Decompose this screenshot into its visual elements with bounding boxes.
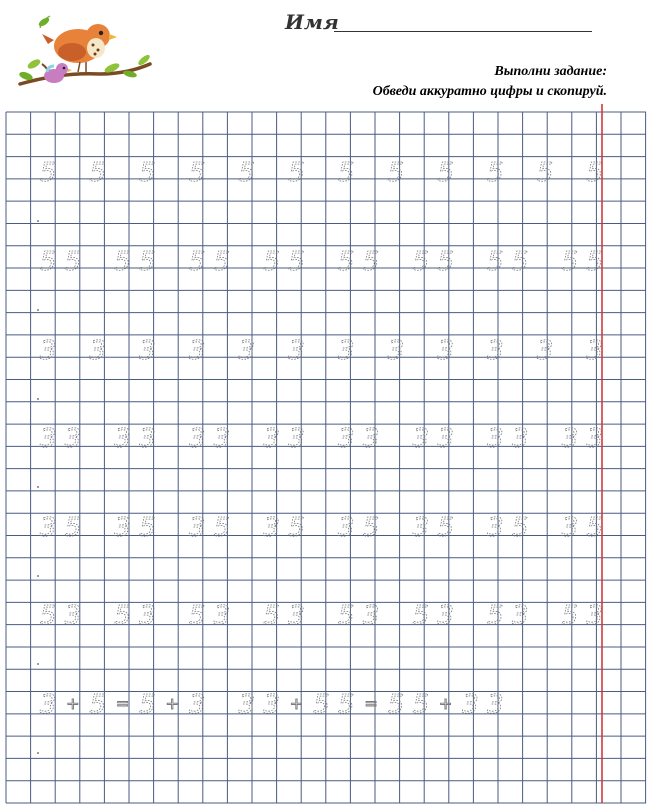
trace-digit[interactable]: 5	[362, 513, 380, 543]
trace-digit[interactable]: 3	[337, 424, 355, 454]
operator-symbol[interactable]: +	[66, 694, 80, 713]
trace-digit[interactable]: 3	[139, 601, 156, 631]
trace-digit[interactable]: 3	[561, 424, 579, 454]
trace-digit[interactable]: 3	[238, 690, 256, 720]
trace-digit[interactable]: 5	[188, 601, 206, 631]
trace-digit[interactable]: 3	[238, 336, 256, 366]
trace-digit[interactable]: 3	[263, 424, 280, 454]
trace-digit[interactable]: 5	[288, 513, 305, 543]
trace-digit[interactable]: 5	[487, 158, 504, 188]
trace-digit[interactable]: 5	[586, 513, 603, 543]
trace-digit[interactable]: 5	[139, 158, 156, 188]
trace-digit[interactable]: 5	[561, 601, 579, 631]
row-dot	[37, 220, 39, 222]
trace-digit[interactable]: 5	[114, 247, 131, 277]
trace-digit[interactable]: 3	[511, 424, 529, 454]
trace-digit[interactable]: 3	[437, 336, 454, 366]
trace-digit[interactable]: 5	[337, 247, 355, 277]
trace-digit[interactable]: 5	[89, 690, 106, 720]
trace-digit[interactable]: 5	[213, 247, 231, 277]
trace-digit[interactable]: 3	[337, 336, 355, 366]
trace-digit[interactable]: 5	[586, 247, 603, 277]
trace-digit[interactable]: 5	[337, 690, 355, 720]
trace-digit[interactable]: 3	[39, 424, 57, 454]
trace-digit[interactable]: 3	[188, 513, 206, 543]
trace-digit[interactable]: 5	[412, 247, 430, 277]
trace-digit[interactable]: 5	[263, 247, 280, 277]
trace-digit[interactable]: 5	[511, 513, 529, 543]
trace-digit[interactable]: 3	[586, 424, 603, 454]
row-dot	[37, 309, 39, 311]
trace-digit[interactable]: 3	[462, 690, 479, 720]
trace-digit[interactable]: 5	[412, 601, 430, 631]
trace-digit[interactable]: 5	[412, 690, 430, 720]
trace-digit[interactable]: 3	[263, 690, 280, 720]
trace-digit[interactable]: 5	[114, 601, 131, 631]
trace-digit[interactable]: 5	[188, 247, 206, 277]
trace-digit[interactable]: 5	[362, 247, 380, 277]
trace-digit[interactable]: 5	[39, 601, 57, 631]
trace-digit[interactable]: 3	[437, 424, 454, 454]
trace-digit[interactable]: 3	[213, 424, 231, 454]
trace-digit[interactable]: 5	[387, 690, 405, 720]
trace-digit[interactable]: 3	[412, 513, 430, 543]
trace-digit[interactable]: 3	[213, 601, 231, 631]
trace-digit[interactable]: 5	[139, 513, 156, 543]
trace-digit[interactable]: 5	[313, 690, 330, 720]
trace-digit[interactable]: 3	[487, 336, 504, 366]
trace-digit[interactable]: 3	[586, 336, 603, 366]
row-dot	[37, 398, 39, 400]
row-dot	[37, 486, 39, 488]
trace-digit[interactable]: 3	[288, 601, 305, 631]
trace-digit[interactable]: 3	[362, 424, 380, 454]
trace-digit[interactable]: 5	[437, 247, 454, 277]
trace-digit[interactable]: 5	[437, 158, 454, 188]
trace-digit[interactable]: 3	[586, 601, 603, 631]
trace-digit[interactable]: 3	[288, 336, 305, 366]
trace-digit[interactable]: 3	[89, 336, 106, 366]
trace-digit[interactable]: 5	[139, 690, 156, 720]
trace-digit[interactable]: 3	[536, 336, 554, 366]
trace-digit[interactable]: 5	[39, 247, 57, 277]
trace-digit[interactable]: 3	[64, 424, 82, 454]
trace-digit[interactable]: 3	[487, 513, 504, 543]
trace-digit[interactable]: 3	[263, 513, 280, 543]
trace-digit[interactable]: 5	[487, 247, 504, 277]
trace-digit[interactable]: 3	[114, 513, 131, 543]
operator-symbol[interactable]: +	[289, 694, 304, 713]
trace-digit[interactable]: 3	[188, 336, 206, 366]
row-dot	[37, 752, 39, 754]
trace-digit[interactable]: 5	[64, 247, 82, 277]
trace-digit[interactable]: 3	[288, 424, 305, 454]
trace-digit[interactable]: 5	[288, 247, 305, 277]
trace-digit[interactable]: 5	[89, 158, 106, 188]
trace-digit[interactable]: 3	[412, 424, 430, 454]
trace-digit[interactable]: 5	[39, 158, 57, 188]
operator-symbol[interactable]: =	[115, 694, 130, 713]
trace-digit[interactable]: 3	[511, 601, 529, 631]
trace-digit[interactable]: 3	[387, 336, 405, 366]
trace-digit[interactable]: 3	[39, 336, 57, 366]
trace-digit[interactable]: 3	[114, 424, 131, 454]
trace-digit[interactable]: 3	[561, 513, 579, 543]
trace-digit[interactable]: 5	[213, 513, 231, 543]
trace-digit[interactable]: 5	[337, 601, 355, 631]
trace-digit[interactable]: 5	[139, 247, 156, 277]
trace-digit[interactable]: 3	[188, 690, 206, 720]
trace-digit[interactable]: 5	[387, 158, 405, 188]
task-instruction: Обведи аккуратно цифры и скопируй.	[372, 84, 607, 99]
trace-digit[interactable]: 5	[487, 601, 504, 631]
operator-symbol[interactable]: +	[165, 694, 179, 713]
trace-digit[interactable]: 3	[139, 424, 156, 454]
row-dot	[37, 663, 39, 665]
trace-digit[interactable]: 5	[238, 158, 256, 188]
trace-digit[interactable]: 5	[337, 158, 355, 188]
operator-symbol[interactable]: +	[438, 694, 453, 713]
name-label: Имя	[285, 10, 339, 34]
trace-digit[interactable]: 3	[39, 690, 57, 720]
trace-digit[interactable]: 3	[64, 601, 82, 631]
trace-digit[interactable]: 3	[337, 513, 355, 543]
trace-digit[interactable]: 3	[188, 424, 206, 454]
trace-digit[interactable]: 3	[139, 336, 156, 366]
row-dot	[37, 575, 39, 577]
trace-digit[interactable]: 3	[362, 601, 380, 631]
trace-digit[interactable]: 5	[188, 158, 206, 188]
trace-digit[interactable]: 5	[561, 247, 579, 277]
trace-digit[interactable]: 3	[437, 601, 454, 631]
trace-digit[interactable]: 3	[487, 690, 504, 720]
task-title: Выполни задание:	[494, 64, 607, 79]
trace-digit[interactable]: 5	[437, 513, 454, 543]
trace-digit[interactable]: 5	[288, 158, 305, 188]
trace-digit[interactable]: 3	[487, 424, 504, 454]
trace-digit[interactable]: 5	[263, 601, 280, 631]
operator-symbol[interactable]: =	[364, 694, 378, 713]
trace-digit[interactable]: 3	[39, 513, 57, 543]
trace-digit[interactable]: 5	[64, 513, 82, 543]
trace-digit[interactable]: 5	[536, 158, 554, 188]
trace-digit[interactable]: 5	[586, 158, 603, 188]
trace-digit[interactable]: 5	[511, 247, 529, 277]
